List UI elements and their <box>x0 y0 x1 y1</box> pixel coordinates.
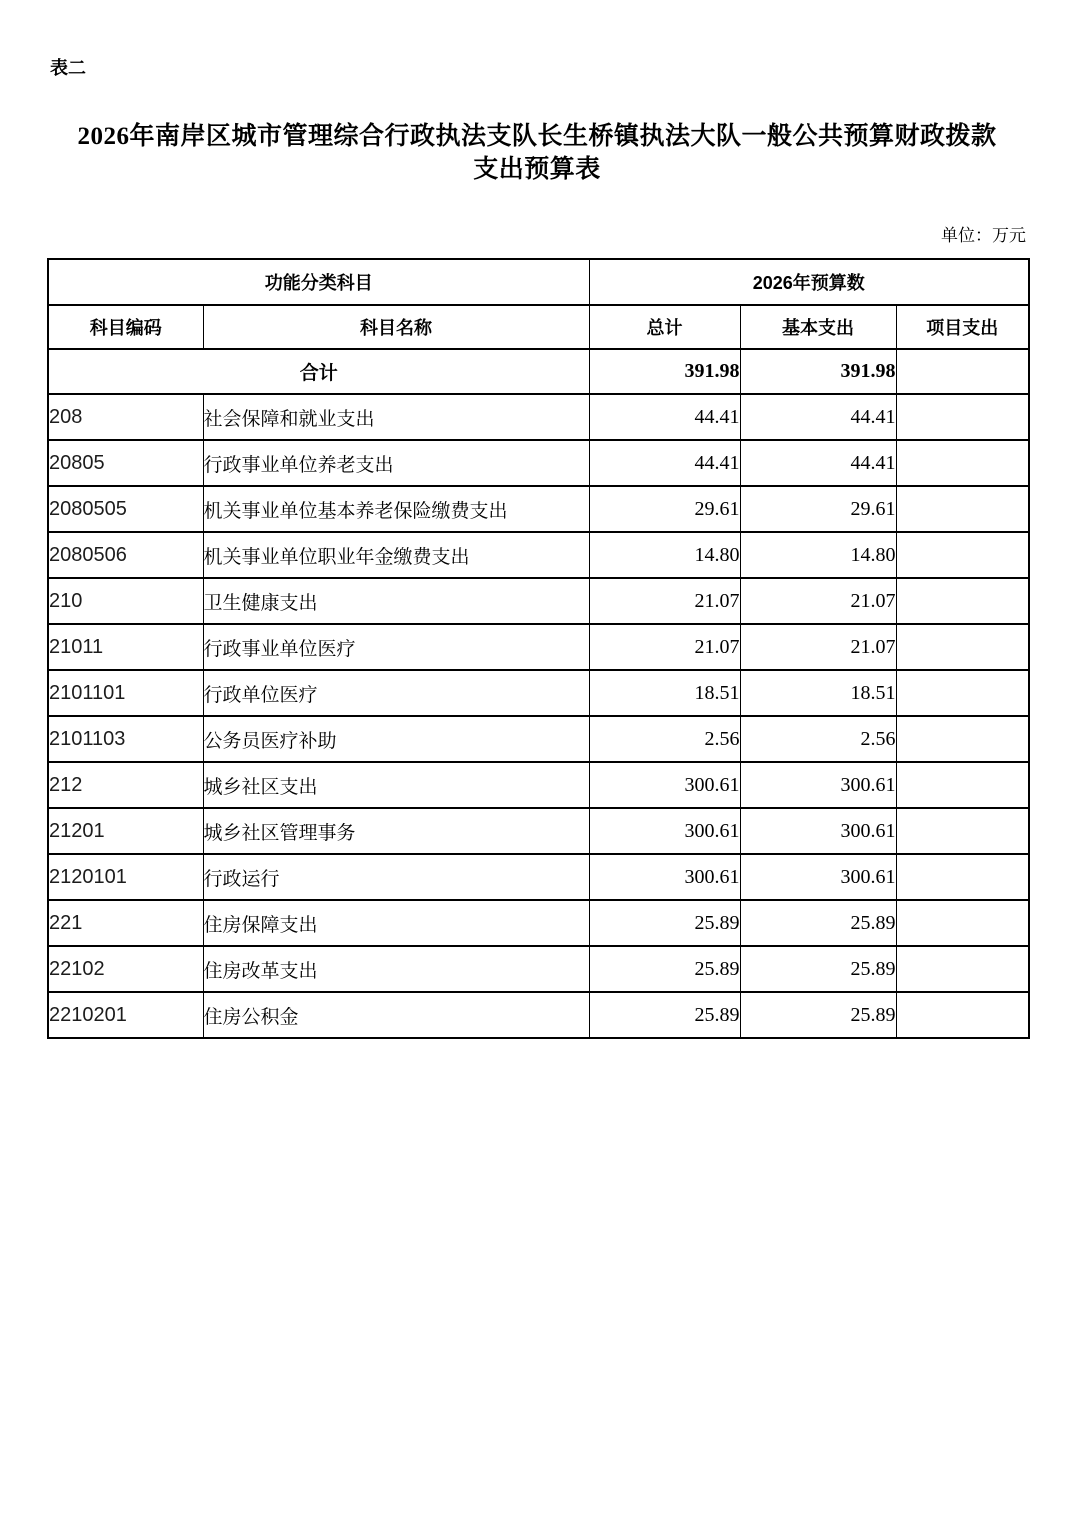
row-basic: 25.89 <box>740 946 896 992</box>
table-row <box>48 624 1029 670</box>
row-project <box>896 532 1029 578</box>
column-header-code: 科目编码 <box>48 305 203 349</box>
row-project <box>896 670 1029 716</box>
row-basic: 25.89 <box>740 992 896 1038</box>
row-name: 公务员医疗补助 <box>203 716 589 762</box>
row-total: 18.51 <box>589 670 740 716</box>
row-basic: 18.51 <box>740 670 896 716</box>
row-name: 机关事业单位基本养老保险缴费支出 <box>203 486 589 532</box>
row-project <box>896 624 1029 670</box>
table-row <box>48 808 1029 854</box>
row-total: 21.07 <box>589 578 740 624</box>
column-header-basic: 基本支出 <box>740 305 896 349</box>
table-row <box>48 900 1029 946</box>
row-code: 210 <box>48 578 203 624</box>
table-row <box>48 854 1029 900</box>
table-row <box>48 532 1029 578</box>
table-row <box>48 946 1029 992</box>
row-code: 2101101 <box>48 670 203 716</box>
row-project <box>896 946 1029 992</box>
row-name: 住房改革支出 <box>203 946 589 992</box>
row-basic: 2.56 <box>740 716 896 762</box>
row-code: 2080506 <box>48 532 203 578</box>
row-project <box>896 992 1029 1038</box>
row-total: 300.61 <box>589 854 740 900</box>
row-name: 机关事业单位职业年金缴费支出 <box>203 532 589 578</box>
row-code: 21201 <box>48 808 203 854</box>
row-basic: 44.41 <box>740 394 896 440</box>
row-code: 20805 <box>48 440 203 486</box>
unit-label: 单位：万元 <box>941 226 1026 245</box>
table-row <box>48 578 1029 624</box>
row-total: 44.41 <box>589 440 740 486</box>
table-number-label: 表二 <box>50 58 86 78</box>
row-code: 21011 <box>48 624 203 670</box>
row-code: 2210201 <box>48 992 203 1038</box>
page-title-line1: 2026年南岸区城市管理综合行政执法支队长生桥镇执法大队一般公共预算财政拨款 <box>77 123 997 150</box>
summary-label: 合计 <box>48 349 589 394</box>
row-basic: 29.61 <box>740 486 896 532</box>
row-name: 行政单位医疗 <box>203 670 589 716</box>
row-code: 208 <box>48 394 203 440</box>
table-row <box>48 440 1029 486</box>
row-project <box>896 716 1029 762</box>
row-code: 221 <box>48 900 203 946</box>
header-group-row <box>48 259 1029 305</box>
row-project <box>896 808 1029 854</box>
table-row <box>48 486 1029 532</box>
row-basic: 14.80 <box>740 532 896 578</box>
table-row <box>48 670 1029 716</box>
table-row <box>48 394 1029 440</box>
row-basic: 300.61 <box>740 854 896 900</box>
row-name: 住房公积金 <box>203 992 589 1038</box>
row-name: 行政事业单位医疗 <box>203 624 589 670</box>
row-name: 城乡社区支出 <box>203 762 589 808</box>
row-basic: 44.41 <box>740 440 896 486</box>
row-basic: 300.61 <box>740 762 896 808</box>
table-row <box>48 992 1029 1038</box>
row-basic: 25.89 <box>740 900 896 946</box>
row-total: 25.89 <box>589 946 740 992</box>
row-code: 2120101 <box>48 854 203 900</box>
row-total: 2.56 <box>589 716 740 762</box>
row-basic: 21.07 <box>740 578 896 624</box>
header-budget-year: 2026年预算数 <box>589 259 1029 305</box>
row-project <box>896 854 1029 900</box>
row-total: 14.80 <box>589 532 740 578</box>
column-header-total: 总计 <box>589 305 740 349</box>
summary-basic: 391.98 <box>740 349 896 394</box>
row-project <box>896 900 1029 946</box>
table-row <box>48 762 1029 808</box>
row-project <box>896 440 1029 486</box>
row-project <box>896 486 1029 532</box>
row-total: 300.61 <box>589 762 740 808</box>
header-function-category: 功能分类科目 <box>48 259 589 305</box>
column-header-name: 科目名称 <box>203 305 589 349</box>
row-code: 2080505 <box>48 486 203 532</box>
summary-row <box>48 349 1029 394</box>
page-title-line2: 支出预算表 <box>473 156 601 183</box>
page-title <box>37 120 1037 186</box>
summary-project <box>896 349 1029 394</box>
header-columns-row <box>48 305 1029 349</box>
row-project <box>896 762 1029 808</box>
row-name: 社会保障和就业支出 <box>203 394 589 440</box>
row-code: 2101103 <box>48 716 203 762</box>
row-total: 25.89 <box>589 992 740 1038</box>
table-row <box>48 716 1029 762</box>
budget-table <box>47 258 1030 1039</box>
row-total: 25.89 <box>589 900 740 946</box>
row-code: 212 <box>48 762 203 808</box>
row-total: 44.41 <box>589 394 740 440</box>
row-total: 29.61 <box>589 486 740 532</box>
row-total: 300.61 <box>589 808 740 854</box>
row-project <box>896 394 1029 440</box>
row-basic: 21.07 <box>740 624 896 670</box>
row-code: 22102 <box>48 946 203 992</box>
summary-total: 391.98 <box>589 349 740 394</box>
row-name: 住房保障支出 <box>203 900 589 946</box>
row-name: 卫生健康支出 <box>203 578 589 624</box>
row-basic: 300.61 <box>740 808 896 854</box>
row-total: 21.07 <box>589 624 740 670</box>
column-header-project: 项目支出 <box>896 305 1029 349</box>
row-name: 城乡社区管理事务 <box>203 808 589 854</box>
row-name: 行政运行 <box>203 854 589 900</box>
row-name: 行政事业单位养老支出 <box>203 440 589 486</box>
row-project <box>896 578 1029 624</box>
